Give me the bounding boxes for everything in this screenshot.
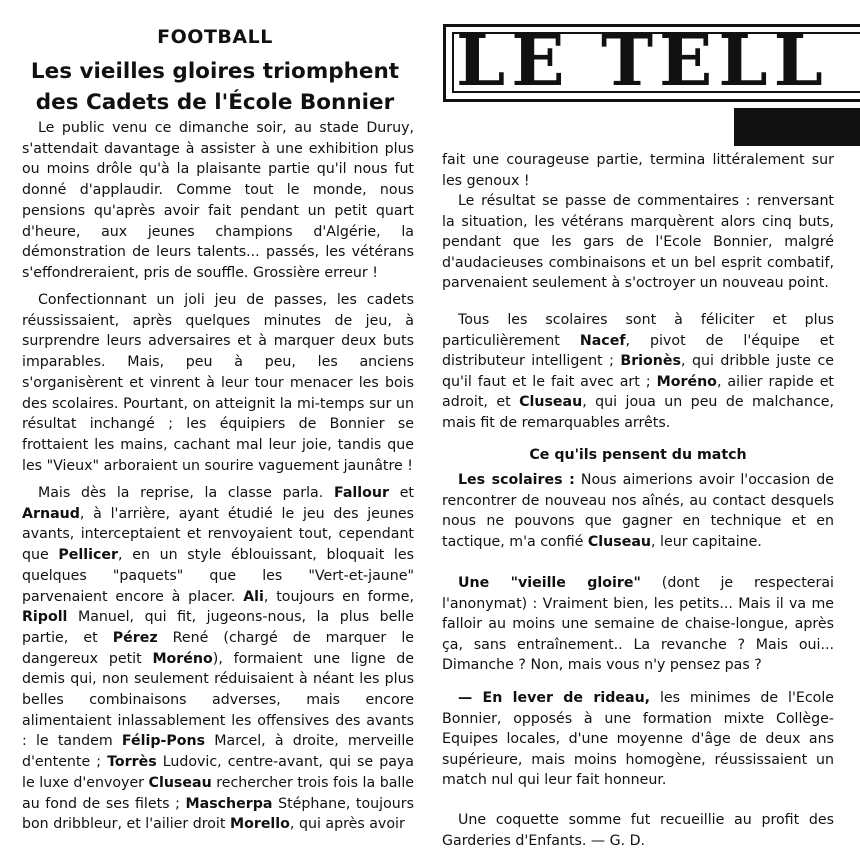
player-name: Morello — [229, 816, 290, 833]
newspaper-masthead — [443, 19, 860, 102]
masthead-black-bar — [734, 108, 860, 146]
paragraph-2: Confectionnant un joli jeu de passes, les cadets réussissaient, après quelques minutes de jeu, à surprendre leurs adversaires et à marquer deux buts imparables. Mais, peu à peu, les anciens s'organisèrent et vinrent à leur tour menacer les bois des scolaires. Pourtant, on atteignit la mi-temps sur un résultat inchangé ; les équipiers de Bonnier se frottaient les mains, cachant mal leur joie, tandis que les "Vieux" arboraient un sourire vaguement jaunâtre ! — [22, 292, 414, 474]
player-name: Mascherpa — [185, 795, 273, 812]
paragraph-9: — En lever de rideau, les minimes de l'Ecole Bonnier, opposés à une formation mixte Collège-Equipes locales, d'une moyenne d'âge de deux ans supérieure, mais moins homogène, réussissaient un match nul qui leur fait honneur. — [442, 690, 834, 788]
paragraph-4: fait une courageuse partie, termina littéralement sur les genoux ! — [442, 152, 834, 189]
paragraph-10: Une coquette somme fut recueillie au profit des Garderies d'Enfants. — G. D. — [442, 812, 834, 849]
section-subheading: Ce qu'ils pensent du match — [529, 447, 747, 463]
player-name: Cluseau — [148, 774, 212, 791]
player-name: Cluseau — [519, 394, 583, 410]
headline-line-1: Les vieilles gloires triomphent — [30, 59, 400, 84]
player-name: Brionès — [620, 353, 681, 369]
player-name: Moréno — [152, 650, 213, 667]
article-headline — [0, 56, 430, 118]
paragraph-5: Le résultat se passe de commentaires : renversant la situation, les vétérans marquèrent alors cinq buts, pendant que les gars de l'Ecole Bonnier, malgré d'audacieuses combinaisons et un bel esprit combatif, parvenaient seulement à s'octroyer un nouveau point. — [442, 193, 834, 291]
masthead-title: LE TELL — [456, 19, 829, 102]
headline-line-2: des Cadets de l'École Bonnier — [35, 90, 395, 115]
player-name: Moréno — [656, 373, 717, 390]
player-name: Ripoll — [22, 609, 68, 626]
paragraph-6: Tous les scolaires sont à féliciter et plus particulièrement Nacef, pivot de l'équipe et distributeur intelligent ; Brionès, qui dribble juste ce qu'il faut et le fait avec art ; Moréno, ailier rapide et adroit, et Cluseau, qui joua un peu de malchance, mais fit de remarquables arrêts. — [442, 312, 835, 431]
paragraph-7: Les scolaires : Nous aimerions avoir l'occasion de rencontrer de nouveau nos aînés, au contact desquels nous ne pouvons que gagner en technique et en tactique, m'a confié Cluseau, leur capitaine. — [442, 472, 834, 550]
player-name: Torrès — [107, 754, 157, 771]
paragraph-1: Le public venu ce dimanche soir, au stade Duruy, s'attendait davantage à assister à une exhibition plus ou moins drôle qu'à la plaisante partie qu'il nous fut donné d'applaudir. Comme tout le monde, nous pensions qu'après avoir fait pendant un petit quart d'heure, aux jeunes champions d'Algérie, la démonstration de leurs talents... passés, les vétérans s'effondreraient, pris de souffle. Grossière erreur ! — [22, 120, 414, 281]
player-name: Ali — [243, 588, 264, 605]
player-name: Nacef — [579, 332, 626, 349]
player-name: Arnaud — [22, 505, 80, 522]
paragraph-8: Une "vieille gloire" (dont je respecterai l'anonymat) : Vraiment bien, les petits... Mais il va me falloir au moins une semaine de chaise-longue, après ça, sans entraînement.. La revanche ? Mais oui... Dimanche ? Non, mais vous n'y pensez pas ? — [442, 575, 834, 673]
player-name: Fallour — [333, 485, 389, 501]
section-kicker: FOOTBALL — [157, 26, 273, 48]
player-name: Félip-Pons — [121, 733, 206, 750]
player-name: Cluseau — [587, 533, 652, 550]
player-name: Pérez — [112, 629, 158, 646]
player-name: Pellicer — [58, 547, 119, 564]
paragraph-3: Mais dès la reprise, la classe parla. Fallour et Arnaud, à l'arrière, ayant étudié le jeu des jeunes avants, interceptaient et renvoyaient tout, cependant que Pellicer, en un style éblouissant, bloquait les quelques "paquets" que les "Vert-et-jaune" parvenaient encore à placer. Ali, toujours en forme, Ripoll Manuel, qui fit, jugeons-nous, la plus belle partie, et Pérez René (chargé de marquer le dangereux petit Moréno), formaient une ligne de demis qui, non seulement réduisaient à néant les plus belles combinaisons adverses, mais encore alimentaient inlassablement les offensives des avants : le tandem Félip-Pons Marcel, à droite, merveille d'entente ; Torrès Ludovic, centre-avant, qui se paya le luxe d'envoyer Cluseau rechercher trois fois la balle au fond de ses filets ; Mascherpa Stéphane, toujours bon dribbleur, et l'ailier droit Morello, qui après avoir — [22, 485, 415, 833]
